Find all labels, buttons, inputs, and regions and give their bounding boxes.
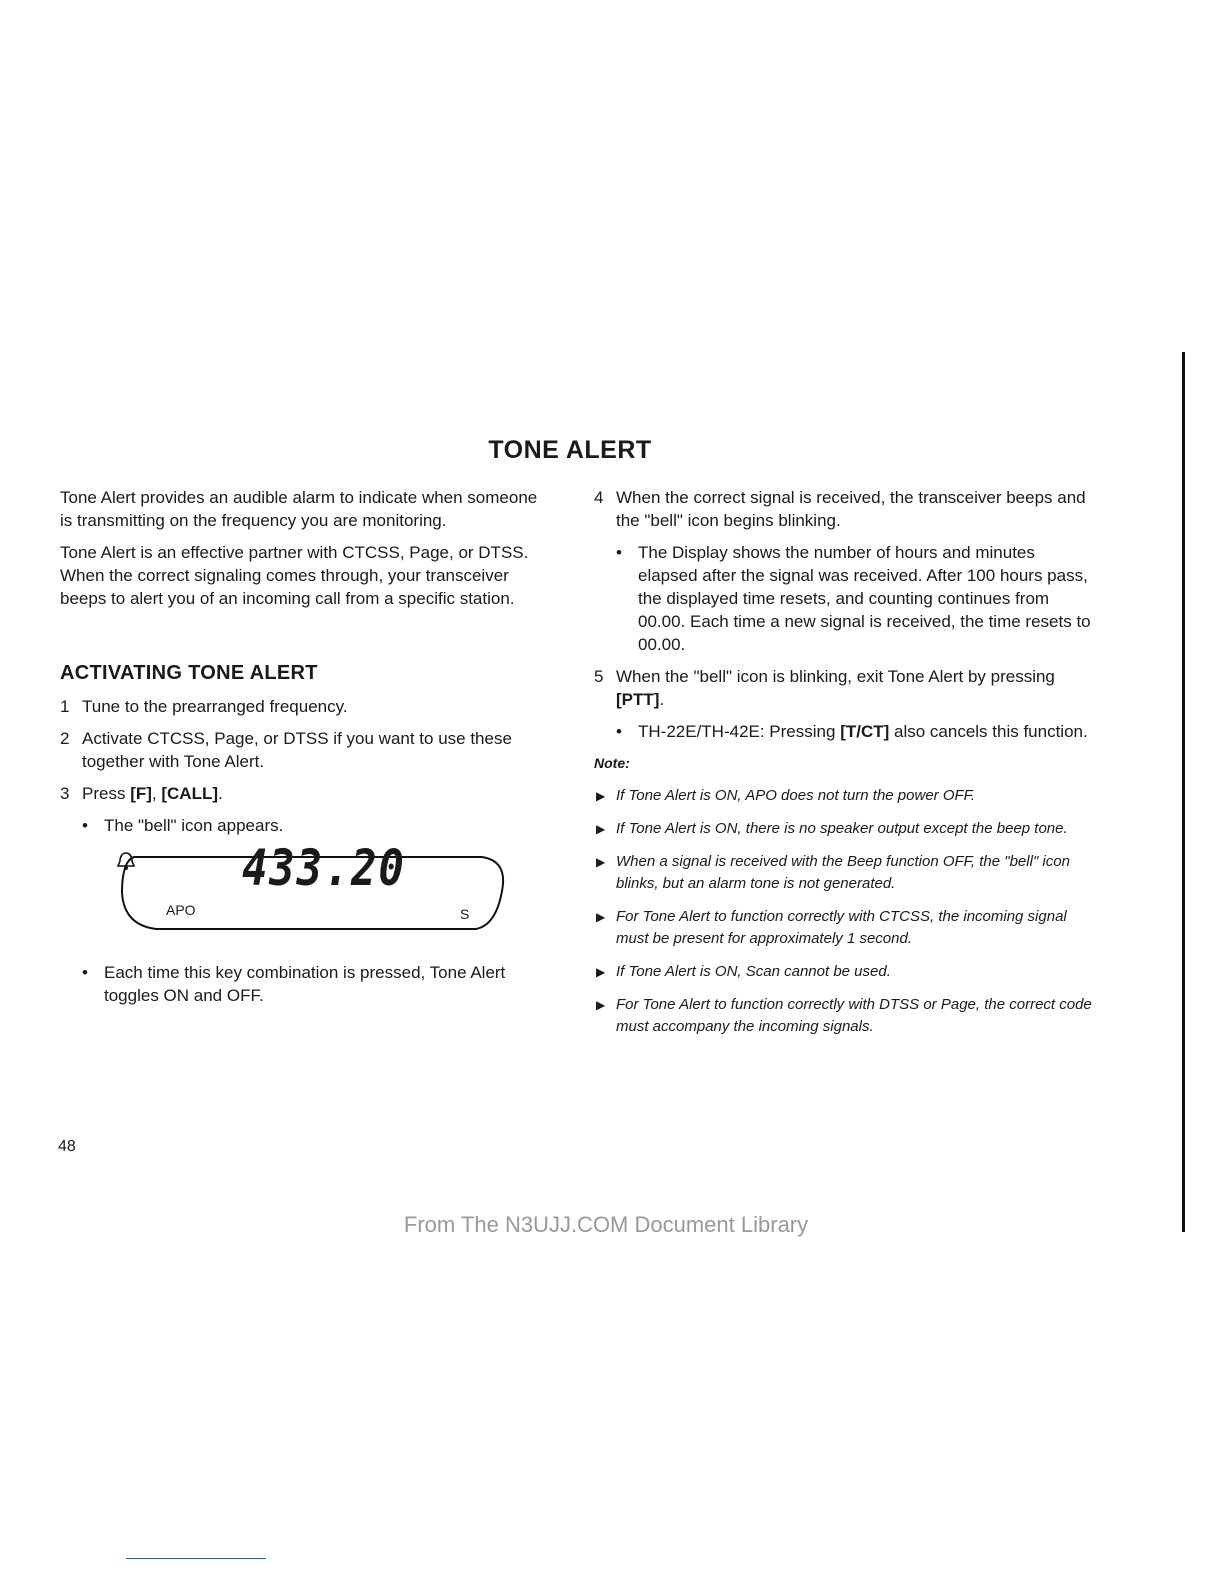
lcd-apo-indicator: APO xyxy=(166,902,196,918)
note-item xyxy=(594,994,1094,1038)
bullet-icon: • xyxy=(82,816,88,835)
note-item xyxy=(594,906,1094,950)
step-number: 3 xyxy=(60,784,70,803)
arrow-bullet-icon: ▶ xyxy=(596,965,606,979)
step-number: 4 xyxy=(594,488,604,507)
note-text: If Tone Alert is ON, there is no speaker output except the beep tone. xyxy=(616,820,1068,837)
note-item xyxy=(594,851,1094,895)
step-end: . xyxy=(218,784,223,803)
key-separator: , xyxy=(151,784,162,803)
page-title: TONE ALERT xyxy=(488,436,652,464)
arrow-bullet-icon: ▶ xyxy=(596,910,606,924)
margin-rule xyxy=(1182,352,1185,1232)
step-3-bullet-1 xyxy=(60,814,550,837)
step-text: Activate CTCSS, Page, or DTSS if you want to use these together with Tone Alert. xyxy=(82,729,512,771)
step-3-bullet-2 xyxy=(60,961,550,1007)
bullet-icon: • xyxy=(82,963,88,982)
link-underline[interactable] xyxy=(126,1558,266,1559)
lcd-s-meter: S xyxy=(460,906,470,922)
key-tct: [T/CT] xyxy=(840,722,890,741)
step-text: Tune to the prearranged frequency. xyxy=(82,697,348,716)
step-text: When the "bell" icon is blinking, exit Tone Alert by pressing xyxy=(616,667,1055,686)
page-number: 48 xyxy=(58,1138,76,1155)
step-5 xyxy=(594,665,1094,711)
bullet-text: The "bell" icon appears. xyxy=(104,816,284,835)
note-text: If Tone Alert is ON, Scan cannot be used. xyxy=(616,963,891,980)
right-column xyxy=(594,486,1094,1049)
note-text: If Tone Alert is ON, APO does not turn the power OFF. xyxy=(616,787,976,804)
left-column xyxy=(60,486,550,1016)
bullet-text: Each time this key combination is pressed, Tone Alert toggles ON and OFF. xyxy=(104,963,506,1005)
arrow-bullet-icon: ▶ xyxy=(596,822,606,836)
step-3 xyxy=(60,782,550,805)
step-4-bullet-1 xyxy=(594,541,1094,656)
arrow-bullet-icon: ▶ xyxy=(596,998,606,1012)
key-ptt: [PTT] xyxy=(616,690,660,709)
step-text: When the correct signal is received, the transceiver beeps and the "bell" icon begins blinking. xyxy=(616,488,1086,530)
step-4 xyxy=(594,486,1094,532)
lcd-display xyxy=(116,839,516,935)
key-call: [CALL] xyxy=(161,784,219,803)
note-item xyxy=(594,961,1094,983)
step-number: 5 xyxy=(594,667,604,686)
step-2 xyxy=(60,727,550,773)
note-label: Note: xyxy=(594,755,630,771)
step-1 xyxy=(60,695,550,718)
note-text: For Tone Alert to function correctly with CTCSS, the incoming signal must be present for approximately 1 second. xyxy=(616,908,1067,947)
note-item xyxy=(594,785,1094,807)
step-number: 2 xyxy=(60,729,70,748)
bell-icon xyxy=(116,851,136,871)
section-title: ACTIVATING TONE ALERT xyxy=(60,662,318,684)
key-f: [F] xyxy=(130,784,152,803)
step-end: . xyxy=(659,690,665,709)
step-5-bullet-1 xyxy=(594,720,1094,743)
arrow-bullet-icon: ▶ xyxy=(596,789,606,803)
step-text: Press xyxy=(82,784,131,803)
lcd-frequency: 433.20 xyxy=(242,839,406,897)
bullet-icon: • xyxy=(616,543,622,562)
library-footer: From The N3UJJ.COM Document Library xyxy=(403,1212,809,1237)
bullet-text: The Display shows the number of hours and minutes elapsed after the signal was received. After 100 hours pass, the displayed time resets, and counting continues from 00.00. Each time a new signal is received, the time resets to 00.00. xyxy=(638,543,1091,654)
note-text: When a signal is received with the Beep function OFF, the "bell" icon blinks, but an alarm tone is not generated. xyxy=(616,853,1070,892)
intro-paragraph-2: Tone Alert is an effective partner with CTCSS, Page, or DTSS. When the correct signaling comes through, your transceiver beeps to alert you of an incoming call from a specific station. xyxy=(60,543,529,608)
note-text: For Tone Alert to function correctly with DTSS or Page, the correct code must accompany the incoming signals. xyxy=(616,996,1092,1035)
bullet-text: TH-22E/TH-42E: Pressing xyxy=(638,722,841,741)
bullet-end: also cancels this function. xyxy=(889,722,1088,741)
step-number: 1 xyxy=(60,697,70,716)
note-item xyxy=(594,818,1094,840)
bullet-icon: • xyxy=(616,722,622,741)
arrow-bullet-icon: ▶ xyxy=(596,855,606,869)
intro-paragraph-1: Tone Alert provides an audible alarm to indicate when someone is transmitting on the frequency you are monitoring. xyxy=(60,488,538,530)
